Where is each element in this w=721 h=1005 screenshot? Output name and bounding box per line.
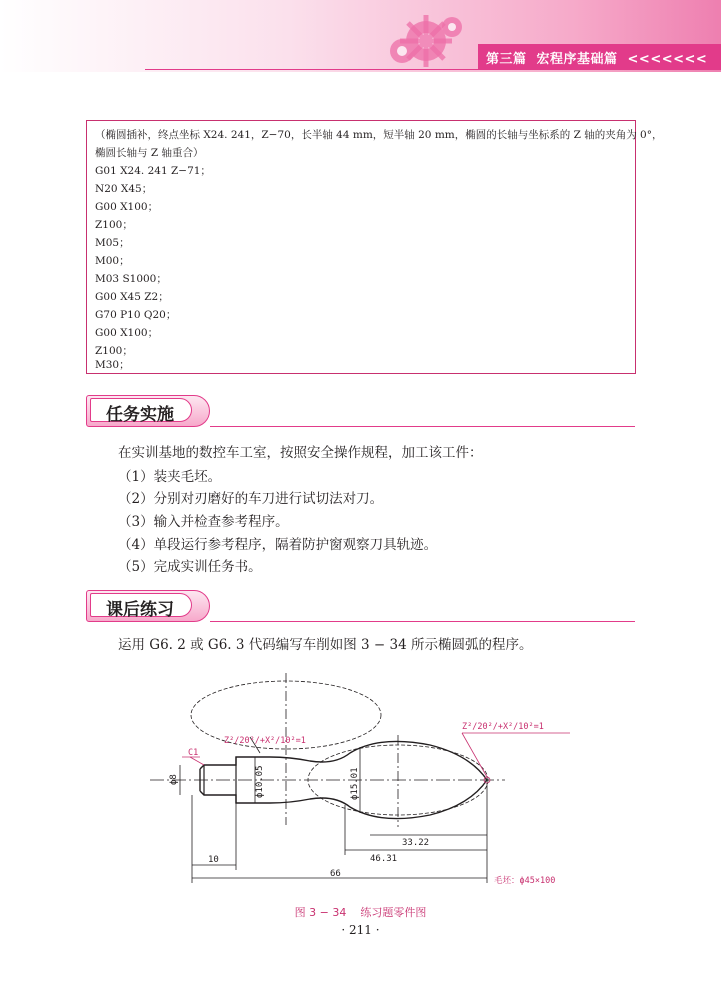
section-heading-exercise: [86, 590, 210, 622]
task-step: （1）装夹毛坯。: [118, 469, 222, 485]
code-line: N20 X45；: [95, 183, 153, 195]
label-diameter-8: ϕ8: [169, 774, 179, 785]
header-divider: [145, 69, 480, 70]
header-part: 第三篇: [486, 52, 527, 67]
figure-caption: [0, 904, 721, 920]
code-line: 椭圆长轴与 Z 轴重合）: [95, 147, 204, 159]
header-chevrons: <<<<<<<: [627, 52, 708, 67]
part-drawing: [150, 665, 570, 895]
task-step: （2）分别对刃磨好的车刀进行试切法对刀。: [118, 491, 384, 507]
code-line: G70 P10 Q20；: [95, 309, 177, 321]
code-line: G00 X45 Z2；: [95, 291, 169, 303]
code-line: M30；: [95, 359, 130, 371]
label-ellipse-equation-left: Z²/20²/+X²/10²=1: [224, 736, 306, 746]
section-divider: [210, 621, 635, 622]
code-line: G00 X100；: [95, 327, 159, 339]
section-heading-task: [86, 395, 210, 427]
gear-icon: [372, 5, 472, 71]
dimension-66: 66: [330, 869, 341, 879]
dimension-3322: 33.22: [402, 838, 430, 848]
dimension-10: 10: [208, 855, 219, 865]
dimension-4631: 46.31: [370, 854, 398, 864]
caption-text: 练习题零件图: [360, 906, 427, 919]
code-line: M00；: [95, 255, 130, 267]
label-diameter-1501: ϕ15.01: [350, 767, 360, 800]
section-divider: [210, 426, 635, 427]
caption-number: 图 3 − 34: [294, 906, 347, 919]
section-title: 课后练习: [106, 600, 174, 620]
page-number: · 211 ·: [341, 923, 380, 937]
code-listing-box: [86, 120, 663, 374]
code-line: M05；: [95, 237, 130, 249]
header-book-title: 宏程序基础篇: [536, 52, 618, 67]
task-step: （3）输入并检查参考程序。: [118, 514, 289, 530]
code-line: G01 X24. 241 Z−71；: [95, 165, 211, 177]
task-intro: 在实训基地的数控车工室，按照安全操作规程，加工该工件：: [118, 445, 483, 461]
label-chamfer: C1: [188, 748, 199, 758]
task-step: （4）单段运行参考程序，隔着防护窗观察刀具轨迹。: [118, 537, 438, 553]
task-step: （5）完成实训任务书。: [118, 559, 262, 575]
code-line: Z100；: [95, 219, 133, 231]
blank-size-note: 毛坯：ϕ45×100: [494, 876, 556, 886]
label-ellipse-equation-right: Z²/20²/+X²/10²=1: [462, 722, 544, 732]
page-header: [0, 0, 721, 72]
header-title: [486, 48, 707, 67]
section-title: 任务实施: [106, 405, 174, 425]
code-line: Z100；: [95, 345, 133, 357]
code-line: （椭圆插补，终点坐标 X24. 241，Z−70，长半轴 44 mm，短半轴 20 mm，椭圆的长轴与坐标系的 Z 轴的夹角为 0°，: [95, 129, 663, 141]
code-line: M03 S1000；: [95, 273, 167, 285]
exercise-text: 运用 G6. 2 或 G6. 3 代码编写车削如图 3 − 34 所示椭圆弧的程序。: [118, 637, 533, 653]
code-line: G00 X100；: [95, 201, 159, 213]
label-diameter-1005: ϕ10.05: [255, 765, 265, 798]
